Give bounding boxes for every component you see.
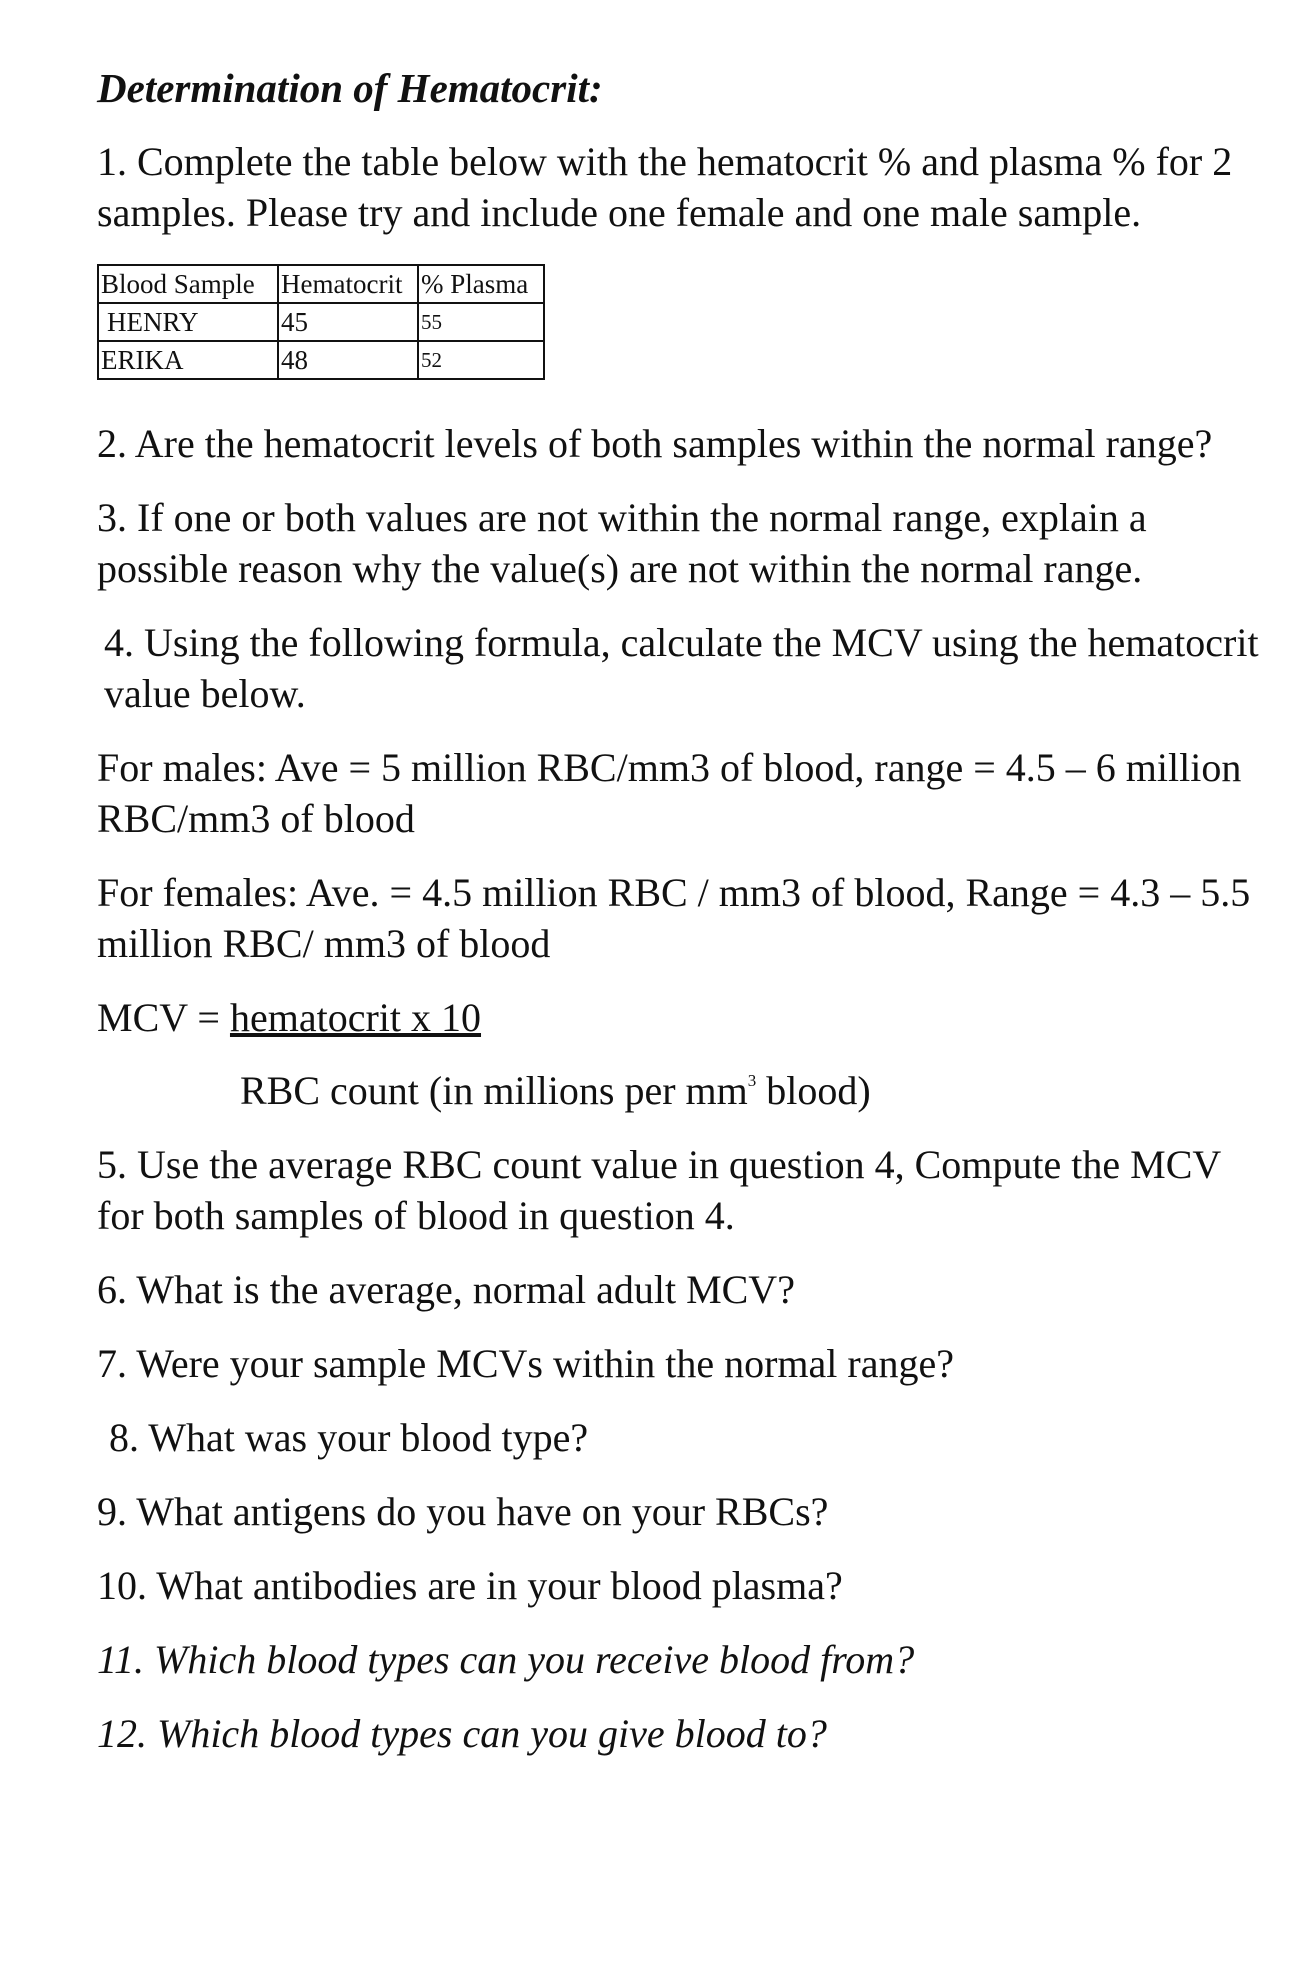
question-1: 1. Complete the table below with the hematocrit % and plasma % for 2 samples. Please try and include one female and one male sample.	[97, 139, 1233, 235]
question-6: 6. What is the average, normal adult MCV?	[97, 1267, 795, 1312]
question-3: 3. If one or both values are not within the normal range, explain a possible reason why the value(s) are not within the normal range.	[97, 495, 1147, 591]
mcv-formula	[97, 992, 1272, 1043]
denominator-suffix: blood)	[756, 1068, 871, 1113]
denominator-text: RBC count (in millions per mm	[240, 1068, 748, 1113]
table-row	[98, 303, 544, 341]
sample-name: HENRY	[98, 303, 278, 341]
question-9: 9. What antigens do you have on your RBCs?	[97, 1489, 829, 1534]
sample-name: ERIKA	[98, 341, 278, 379]
table-row	[98, 341, 544, 379]
plasma-value: 52	[418, 341, 544, 379]
worksheet-page	[97, 62, 1272, 1782]
formula-numerator: hematocrit x 10	[229, 995, 482, 1040]
females-rbc-info: For females: Ave. = 4.5 million RBC / mm3 of blood, Range = 4.3 – 5.5 million RBC/ mm3 of blood	[97, 870, 1251, 966]
question-11: 11. Which blood types can you receive blood from?	[97, 1637, 915, 1682]
header-hematocrit: Hematocrit	[278, 265, 418, 303]
formula-denominator	[97, 1065, 1272, 1116]
worksheet-title: Determination of Hematocrit:	[97, 65, 603, 111]
hematocrit-value: 48	[278, 341, 418, 379]
hematocrit-value: 45	[278, 303, 418, 341]
question-8: 8. What was your blood type?	[109, 1415, 589, 1460]
header-plasma: % Plasma	[418, 265, 544, 303]
question-5: 5. Use the average RBC count value in question 4, Compute the MCV for both samples of blood in question 4.	[97, 1142, 1221, 1238]
question-12: 12. Which blood types can you give blood to?	[97, 1711, 827, 1756]
question-4: 4. Using the following formula, calculate the MCV using the hematocrit value below.	[104, 620, 1259, 716]
question-10: 10. What antibodies are in your blood plasma?	[97, 1563, 843, 1608]
question-7: 7. Were your sample MCVs within the normal range?	[97, 1341, 954, 1386]
question-2: 2. Are the hematocrit levels of both samples within the normal range?	[97, 421, 1213, 466]
table-header-row	[98, 265, 544, 303]
samples-table	[97, 264, 545, 380]
formula-lhs: MCV =	[97, 995, 230, 1040]
males-rbc-info: For males: Ave = 5 million RBC/mm3 of blood, range = 4.5 – 6 million RBC/mm3 of blood	[97, 745, 1242, 841]
superscript-3: 3	[747, 1071, 757, 1090]
header-blood-sample: Blood Sample	[98, 265, 278, 303]
plasma-value: 55	[418, 303, 544, 341]
